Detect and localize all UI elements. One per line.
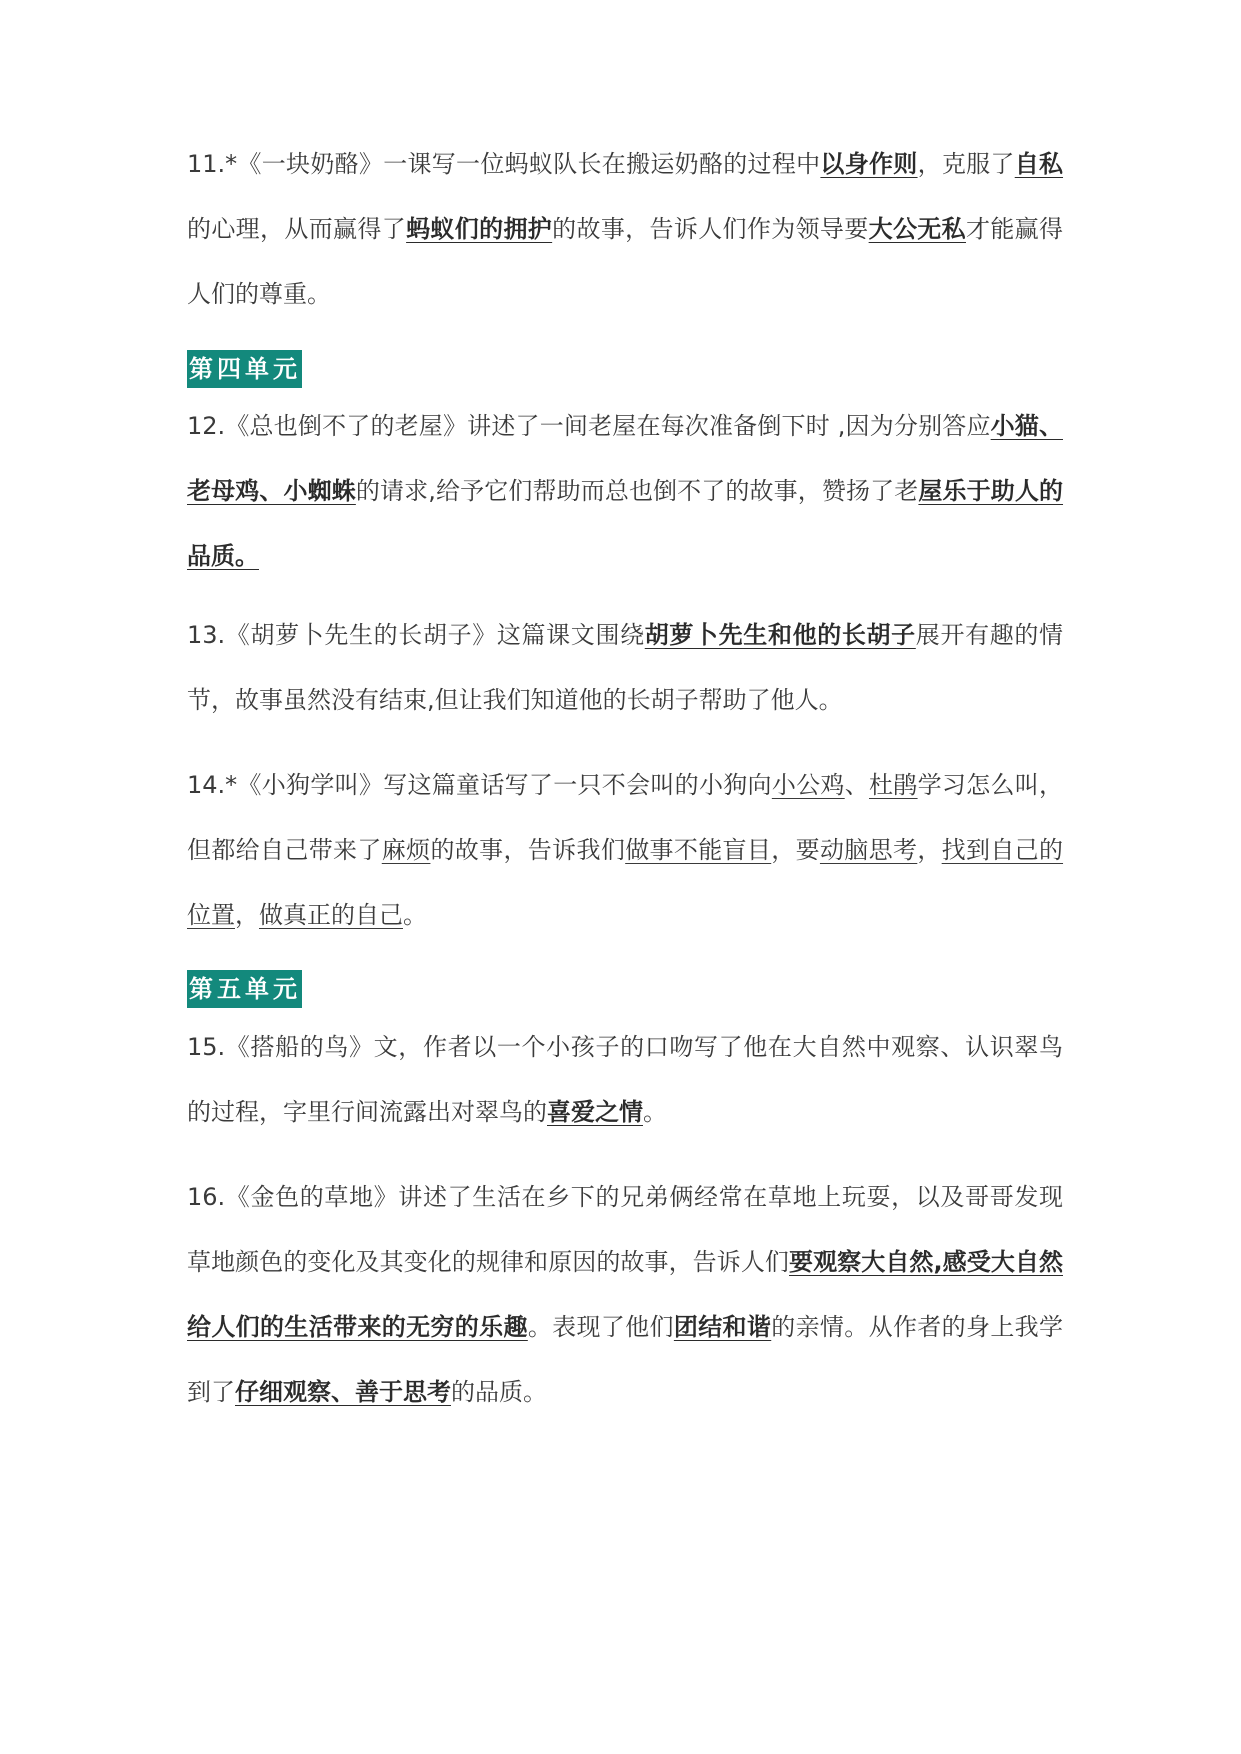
paragraph-11: 11.*《一块奶酪》一课写一位蚂蚁队长在搬运奶酪的过程中以身作则，克服了自私的心理，从而赢得了蚂蚁们的拥护的故事，告诉人们作为领导要大公无私才能赢得人们的尊重。: [187, 150, 1064, 308]
paragraph-12: 12.《总也倒不了的老屋》讲述了一间老屋在每次准备倒下时 ,因为分别答应小猫、老母鸡、小蜘蛛的请求,给予它们帮助而总也倒不了的故事，赞扬了老屋乐于助人的品质。: [187, 412, 1064, 570]
unit-5-heading: 第五单元: [187, 970, 302, 1008]
unit-4-heading: 第四单元: [187, 350, 302, 388]
paragraph-14: 14.*《小狗学叫》写这篇童话写了一只不会叫的小狗向小公鸡、杜鹃学习怎么叫，但都给自己带来了麻烦的故事，告诉我们做事不能盲目，要动脑思考，找到自己的位置，做真正的自己。: [187, 771, 1064, 929]
paragraph-16: 16.《金色的草地》讲述了生活在乡下的兄弟俩经常在草地上玩耍，以及哥哥发现草地颜色的变化及其变化的规律和原因的故事，告诉人们要观察大自然,感受大自然给人们的生活带来的无穷的乐趣。表现了他们团结和谐的亲情。从作者的身上我学到了仔细观察、善于思考的品质。: [187, 1183, 1064, 1406]
paragraph-13: 13.《胡萝卜先生的长胡子》这篇课文围绕胡萝卜先生和他的长胡子展开有趣的情节，故事虽然没有结束,但让我们知道他的长胡子帮助了他人。: [187, 621, 1064, 714]
paragraph-15: 15.《搭船的鸟》文，作者以一个小孩子的口吻写了他在大自然中观察、认识翠鸟的过程，字里行间流露出对翠鸟的喜爱之情。: [187, 1033, 1063, 1126]
